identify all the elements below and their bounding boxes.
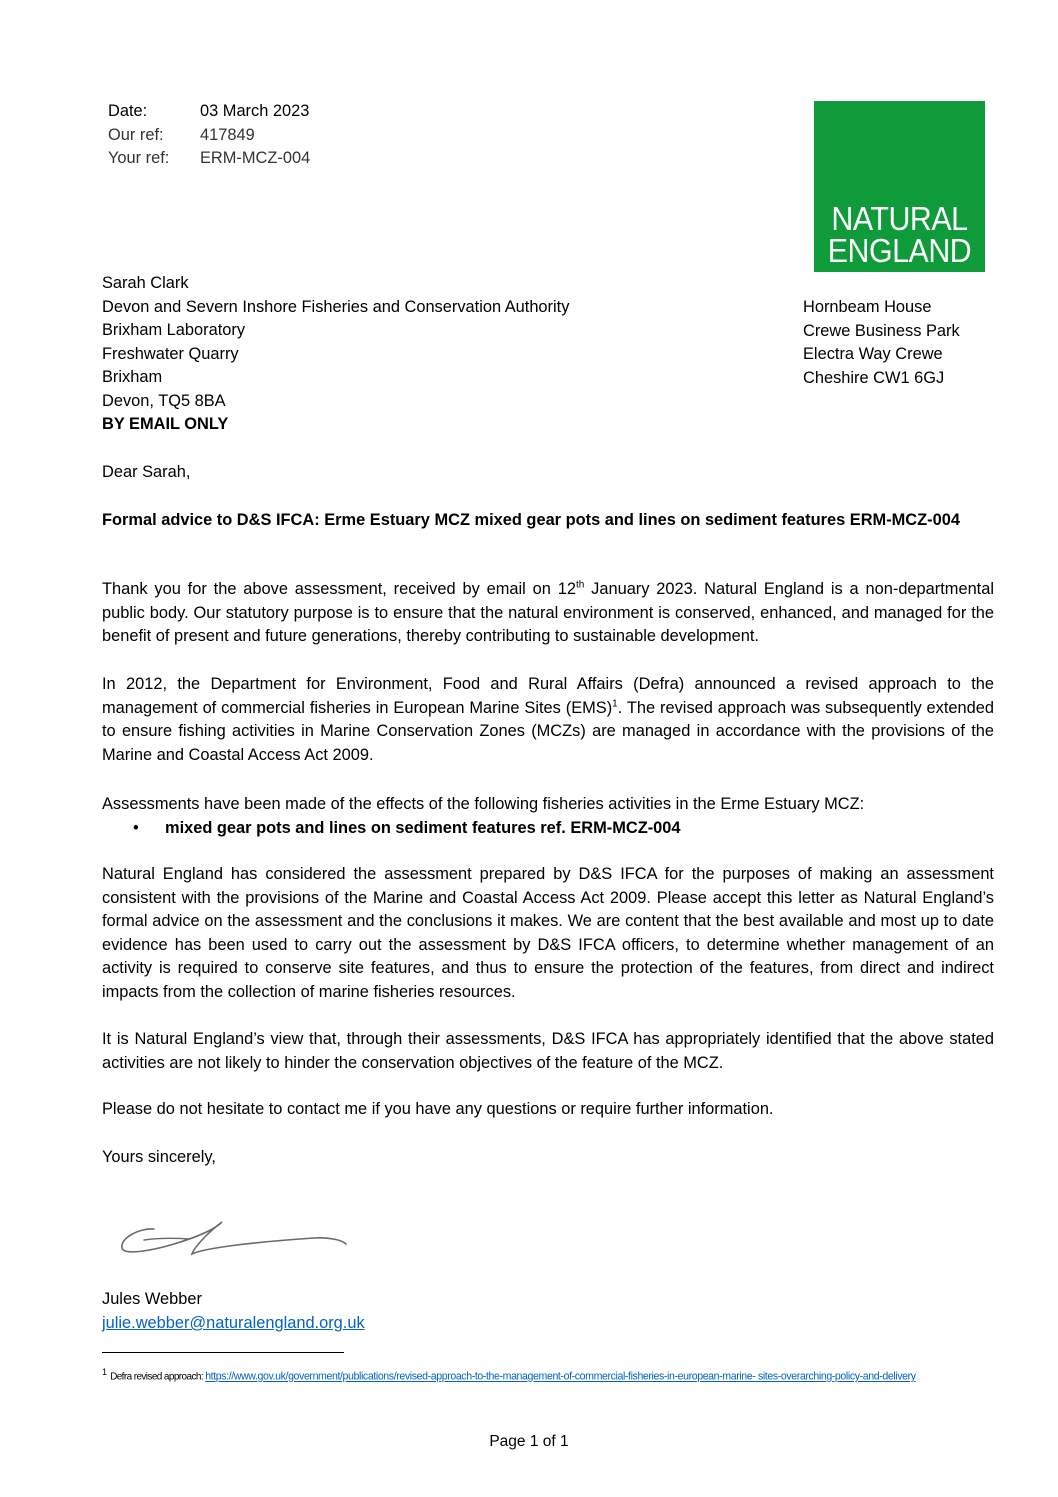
letter-subject: Formal advice to D&S IFCA: Erme Estuary MCZ mixed gear pots and lines on sediment features ERM-MCZ-004 xyxy=(102,511,960,529)
signer-name: Jules Webber xyxy=(102,1290,202,1308)
paragraph-consideration: Natural England has considered the assessment prepared by D&S IFCA for the purposes of making an assessment consistent with the provisions of the Marine and Coastal Access Act 2009. Please accept this letter as Natural England’s formal advice on the assessment and the conclusions it makes. We are content that the best available and most up to date evidence has been used to carry out the assessment by D&S IFCA officers, to determine whether management of an activity is required to conserve site features, and thus to ensure the protection of the features, from direct and indirect impacts from the collection of marine fisheries resources. xyxy=(102,865,994,1001)
paragraph-intro xyxy=(102,578,994,649)
sender-line: Crewe Business Park xyxy=(803,321,960,340)
ordinal-suffix: th xyxy=(575,579,585,591)
recipient-line: Brixham xyxy=(102,368,163,386)
sender-line: Cheshire CW1 6GJ xyxy=(803,368,945,387)
paragraph-assessments: Assessments have been made of the effects of the following fisheries activities in the Erme Estuary MCZ: xyxy=(102,795,865,813)
bullet-item xyxy=(133,817,681,841)
your-ref-label: Your ref: xyxy=(108,149,170,167)
handwritten-signature xyxy=(114,1212,354,1262)
delivery-note: BY EMAIL ONLY xyxy=(102,415,229,433)
paragraph-defra-text-a: In 2012, the Department for Environment, Food and Rural Affairs (Defra) announced a revised approach to the management of commercial fisheries in European Marine Sites (EMS) xyxy=(102,675,994,717)
date-label: Date: xyxy=(108,102,148,120)
paragraph-view: It is Natural England’s view that, through their assessments, D&S IFCA has appropriately identified that the above stated activities are not likely to hinder the conservation objectives of the feature of the MCZ. xyxy=(102,1030,994,1072)
footnote xyxy=(102,1364,982,1386)
recipient-line: Devon and Severn Inshore Fisheries and Conservation Authority xyxy=(102,297,570,316)
footnote-divider xyxy=(102,1352,344,1353)
salutation: Dear Sarah, xyxy=(102,463,191,481)
recipient-line: Sarah Clark xyxy=(102,274,189,292)
sender-line: Electra Way Crewe xyxy=(803,345,943,363)
footnote-reference: 1 xyxy=(612,698,618,710)
paragraph-defra-text-b: . The revised approach was subsequently extended to ensure fishing activities in Marine Conservation Zones (MCZs) are managed in accordance with the provisions of the Marine and Coastal Access Act 2009. xyxy=(102,698,994,764)
your-ref-value: ERM-MCZ-004 xyxy=(200,149,311,167)
sender-address xyxy=(803,296,960,390)
paragraph-intro-text-a: Thank you for the above assessment, received by email on 12 xyxy=(102,580,576,598)
footnote-label: Defra revised approach: xyxy=(110,1371,206,1383)
paragraph-intro-text-b: January 2023. Natural England is a non-departmental public body. Our statutory purpose is to ensure that the natural environment is conserved, enhanced, and managed for the benefit of present and future generations, thereby contributing to sustainable development. xyxy=(102,580,994,645)
natural-england-logo xyxy=(814,101,985,272)
our-ref-row xyxy=(108,124,310,148)
recipient-line: Brixham Laboratory xyxy=(102,321,246,339)
reference-block xyxy=(108,100,310,171)
logo-text xyxy=(821,200,978,269)
footnote-link[interactable]: https://www.gov.uk/government/publications/revised-approach-to-the-management-of-commercial-fisheries-in-european-marine- sites-overarching-policy-and-delivery xyxy=(205,1370,916,1383)
paragraph-defra xyxy=(102,673,994,767)
signer-email-link[interactable]: julie.webber@naturalengland.org.uk xyxy=(102,1314,365,1332)
our-ref-label: Our ref: xyxy=(108,125,164,144)
logo-line-1: NATURAL xyxy=(831,200,968,237)
recipient-line: Devon, TQ5 8BA xyxy=(102,391,226,410)
paragraph-contact: Please do not hesitate to contact me if you have any questions or require further information. xyxy=(102,1100,774,1118)
recipient-line: Freshwater Quarry xyxy=(102,344,239,363)
page-number: Page 1 of 1 xyxy=(489,1433,569,1450)
date-row xyxy=(108,100,310,124)
sender-line: Hornbeam House xyxy=(803,298,932,316)
bullet-text: mixed gear pots and lines on sediment features ref. ERM-MCZ-004 xyxy=(165,819,681,837)
bullet-dot: • xyxy=(133,819,139,837)
logo-line-2: ENGLAND xyxy=(827,232,972,269)
our-ref-value: 417849 xyxy=(200,125,255,144)
closing: Yours sincerely, xyxy=(102,1148,216,1166)
date-value: 03 March 2023 xyxy=(200,102,310,120)
your-ref-row xyxy=(108,147,310,171)
recipient-address xyxy=(102,272,569,437)
footnote-marker: 1 xyxy=(102,1367,108,1377)
